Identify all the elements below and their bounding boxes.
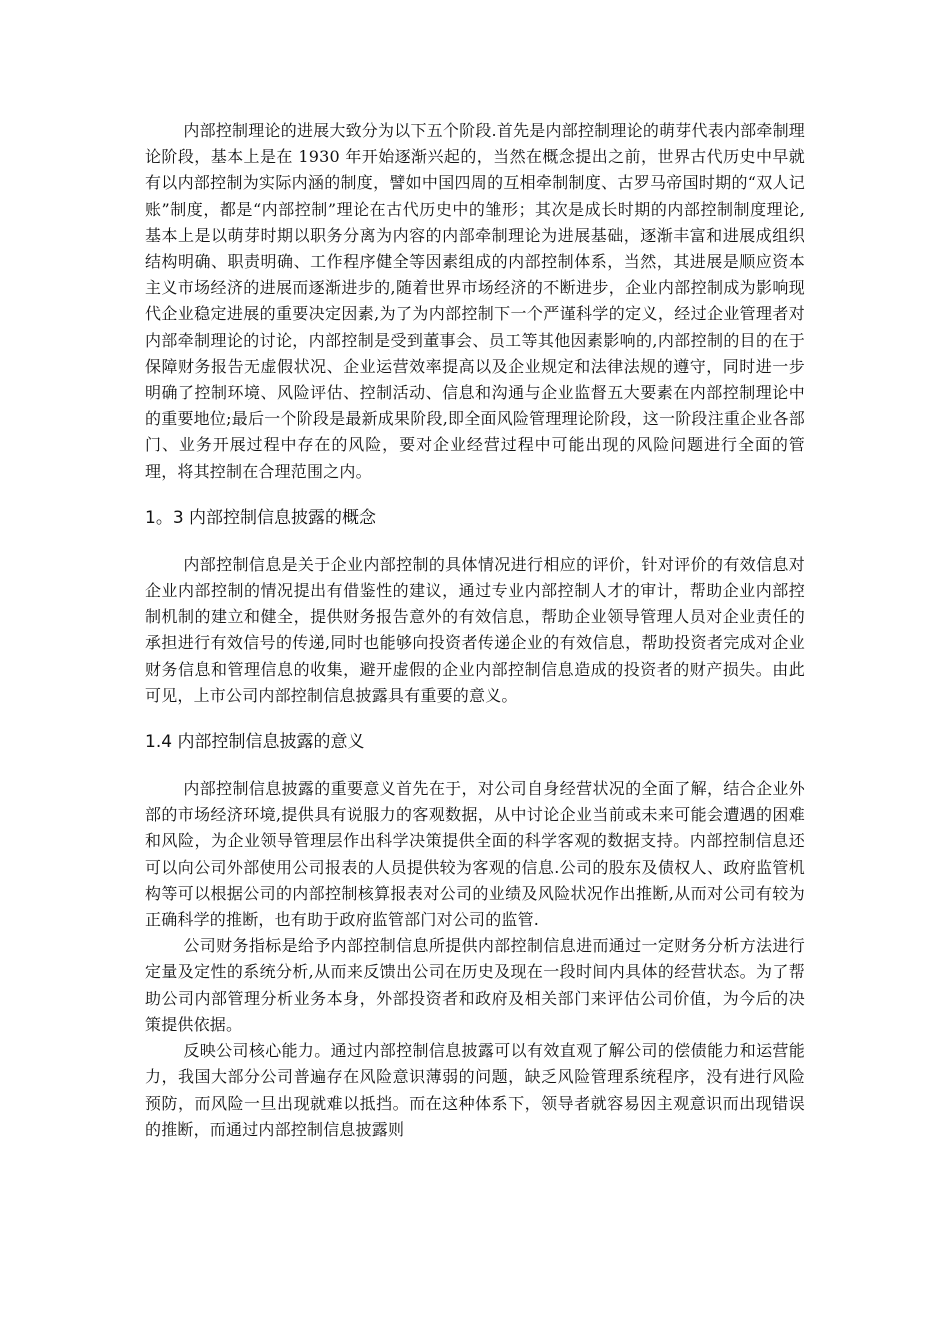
- significance-paragraph-3: 反映公司核心能力。通过内部控制信息披露可以有效直观了解公司的偿债能力和运营能力，我国大部分公司普遍存在风险意识薄弱的问题，缺乏风险管理系统程序，没有进行风险预防，而风险一旦出现就难以抵挡。而在这种体系下，领导者就容易因主观意识而出现错误的推断，而通过内部控制信息披露则: [145, 1041, 805, 1139]
- intro-paragraph: 内部控制理论的进展大致分为以下五个阶段.首先是内部控制理论的萌芽代表内部牵制理论阶段，基本上是在 1930 年开始逐渐兴起的，当然在概念提出之前，世界古代历史中早就有以内部控制为实际内涵的制度，譬如中国四周的互相牵制制度、古罗马帝国时期的“双人记账”制度，都是“内部控制”理论在古代历史中的雏形；其次是成长时期的内部控制制度理论,基本上是以萌芽时期以职务分离为内容的内部牵制理论为进展基础，逐渐丰富和进展成组织结构明确、职责明确、工作程序健全等因素组成的内部控制体系，当然，其进展是顺应资本主义市场经济的进展而逐渐进步的,随着世界市场经济的不断进步，企业内部控制成为影响现代企业稳定进展的重要决定因素,为了为内部控制下一个严谨科学的定义，经过企业管理者对内部牵制理论的讨论，内部控制是受到董事会、员工等其他因素影响的,内部控制的目的在于保障财务报告无虚假状况、企业运营效率提高以及企业规定和法律法规的遵守，同时进一步明确了控制环境、风险评估、控制活动、信息和沟通与企业监督五大要素在内部控制理论中的重要地位;最后一个阶段是最新成果阶段,即全面风险管理理论阶段，这一阶段注重企业各部门、业务开展过程中存在的风险，要对企业经营过程中可能出现的风险问题进行全面的管理，将其控制在合理范围之内。: [145, 121, 805, 481]
- spacer: [145, 709, 805, 729]
- spacer: [145, 531, 805, 552]
- concept-paragraph: 内部控制信息是关于企业内部控制的具体情况进行相应的评价，针对评价的有效信息对企业内部控制的情况提出有借鉴性的建议，通过专业内部控制人才的审计，帮助企业内部控制机制的建立和健全，提供财务报告意外的有效信息，帮助企业领导管理人员对企业责任的承担进行有效信号的传递,同时也能够向投资者传递企业的有效信息，帮助投资者完成对企业财务信息和管理信息的收集，避开虚假的企业内部控制信息造成的投资者的财产损失。由此可见，上市公司内部控制信息披露具有重要的意义。: [145, 554, 805, 705]
- section-heading-1-3: 1。3 内部控制信息披露的概念: [145, 507, 377, 528]
- spacer: [145, 485, 805, 505]
- document-page: [145, 118, 805, 1143]
- spacer: [145, 755, 805, 776]
- significance-paragraph-2: 公司财务指标是给予内部控制信息所提供内部控制信息进而通过一定财务分析方法进行定量及定性的系统分析,从而来反馈出公司在历史及现在一段时间内具体的经营状态。为了帮助公司内部管理分析业务本身，外部投资者和政府及相关部门来评估公司价值，为今后的决策提供依据。: [145, 936, 805, 1034]
- significance-paragraph-1: 内部控制信息披露的重要意义首先在于，对公司自身经营状况的全面了解，结合企业外部的市场经济环境,提供具有说服力的客观数据，从中讨论企业当前或未来可能会遭遇的困难和风险，为企业领导管理层作出科学决策提供全面的科学客观的数据支持。内部控制信息还可以向公司外部使用公司报表的人员提供较为客观的信息.公司的股东及债权人、政府监管机构等可以根据公司的内部控制核算报表对公司的业绩及风险状况作出推断,从而对公司有较为正确科学的推断，也有助于政府监管部门对公司的监管.: [145, 779, 805, 930]
- section-heading-1-4: 1.4 内部控制信息披露的意义: [145, 732, 365, 753]
